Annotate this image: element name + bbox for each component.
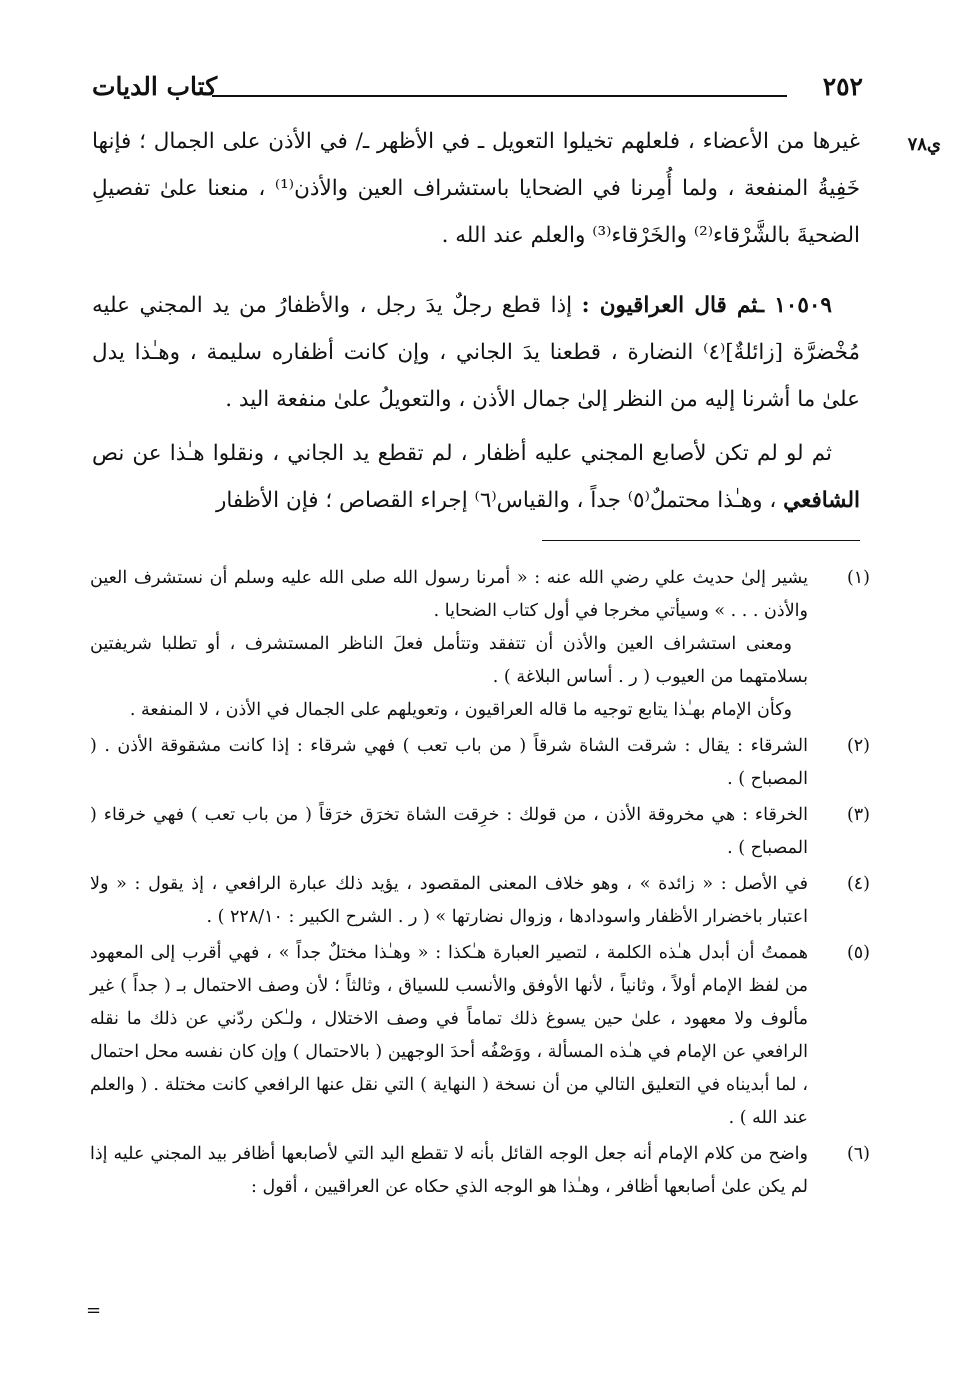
footnote xyxy=(90,1138,870,1204)
footnote-text: وكأن الإمام بهـٰذا يتابع توجيه ما قاله العراقيون ، وتعويلهم على الجمال في الأذن ، لا المنفعة . xyxy=(129,700,792,720)
footnote xyxy=(90,868,870,934)
scholar-name: الشافعي xyxy=(783,488,860,513)
page-number: ٢٥٢ xyxy=(822,72,863,101)
footnote-number: (٢) xyxy=(846,736,870,756)
paragraph-body: إذا قطع رجلٌ يدَ رجل ، والأظفارُ من يد المجني عليه مُخْضرَّة [زائلةٌ]⁽٤⁾ النضارة ، قطعنا يدَ الجاني ، وإن كانت أظفاره سليمة ، وهـٰذا يدل علىٰ ما أشرنا إليه من النظر إلىٰ جمال الأذن ، والتعويلُ علىٰ منفعة اليد . xyxy=(92,293,861,412)
main-text-paragraph-3 xyxy=(92,430,860,524)
paragraph-text xyxy=(92,282,860,423)
footnote-number: (٥) xyxy=(846,943,870,963)
footnote-number: (٣) xyxy=(846,805,870,825)
manuscript-margin-reference: ي٧٨ xyxy=(907,134,941,155)
footnote-text: في الأصل : « زائدة » ، وهو خلاف المعنى المقصود ، يؤيد ذلك عبارة الرافعي ، إذ يقول : « ولا اعتبار باخضرار الأظفار واسودادها ، وزوال نضارتها » ( ر . الشرح الكبير : ٢٢٨/١٠ ) . xyxy=(90,874,808,927)
footnote-number: (١) xyxy=(846,568,870,588)
paragraph-text: غيرها من الأعضاء ، فلعلهم تخيلوا التعويل ـ في الأظهر ـ/ في الأذن على الجمال ؛ فإنها خَفِيةُ المنفعة ، ولما أُمِرنا في الضحايا باستشراف العين والأذن⁽¹⁾ ، منعنا علىٰ تفصيلِ الضحيةَ بالشَّرْقاء⁽²⁾ والخَرْقاء⁽³⁾ والعلم عند الله . xyxy=(92,129,860,248)
footnote-number: (٦) xyxy=(846,1144,870,1164)
footnote-text: هممتُ أن أبدل هـٰذه الكلمة ، لتصير العبارة هـٰكذا : « وهـٰذا مختلٌ جداً » ، فهي أقرب إلى المعهود من لفظ الإمام أولاً ، وثانياً ، لأنها الأوفق والأنسب للسياق ، وثالثاً ؛ لأن وصف الاحتمال بـ ( جداً ) غير مألوف ولا معهود ، علىٰ حين يسوغ ذلك تماماً في وصف الاختلال ، ولـٰكن ردّني عن ذلك ما نقله الرافعي عن الإمام في هـٰذه المسألة ، ووَصْفُه أحدَ الوجهين ( بالاحتمال ) وإن كان نفسه محل احتمال ، لما أبديناه في التعليق التالي من أن نسخة ( النهاية ) التي نقل عنها الرافعي كانت مختلة . ( والعلم عند الله ) . xyxy=(90,943,808,1128)
footnote xyxy=(90,799,870,865)
footnote-text: واضح من كلام الإمام أنه جعل الوجه القائل بأنه لا تقطع اليد التي لأصابعها أظافر بيد المجني عليه إذا لم يكن علىٰ أصابعها أظافر ، وهـٰذا هو الوجه الذي حكاه عن العراقيين ، أقول : xyxy=(90,1144,808,1197)
footnote-text: الخرقاء : هي مخروقة الأذن ، من قولك : خرِقت الشاة تخرَق خرَقاً ( من باب تعب ) فهي خرقاء ( المصباح ) . xyxy=(90,805,808,858)
footnote-number: (٤) xyxy=(846,874,870,894)
paragraph-body: ، وهـٰذا محتملٌ⁽٥⁾ جداً ، والقياس⁽٦⁾ إجراء القصاص ؛ فإن الأظفار xyxy=(215,488,784,513)
footnote-text: يشير إلىٰ حديث علي رضي الله عنه : « أمرنا رسول الله صلى الله عليه وسلم أن نستشرف العين والأذن . . . » وسيأتي مخرجا في أول كتاب الضحايا . xyxy=(90,568,808,621)
continuation-mark: = xyxy=(86,1300,102,1321)
paragraph-lead: ثم قال العراقيون : xyxy=(581,293,758,318)
footnote-separator xyxy=(542,540,860,541)
book-title: كتاب الديات xyxy=(92,72,218,101)
footnote xyxy=(90,562,870,727)
footnote xyxy=(90,937,870,1135)
footnotes xyxy=(90,562,870,1207)
footnote-text: ومعنى استشراف العين والأذن أن تتفقد وتتأمل فعلَ الناظر المستشرف ، أو تطلبا شريفتين بسلامتهما من العيوب ( ر . أساس البلاغة ) . xyxy=(90,634,808,687)
paragraph-body: ثم لو لم تكن لأصابع المجني عليه أظفار ، لم تقطع يد الجاني ، ونقلوا هـٰذا عن نص xyxy=(92,441,832,466)
footnote xyxy=(90,730,870,796)
footnote-text: الشرقاء : يقال : شرقت الشاة شرقاً ( من باب تعب ) فهي شرقاء : إذا كانت مشقوقة الأذن . ( المصباح ) . xyxy=(90,736,808,789)
paragraph-text xyxy=(92,430,860,524)
main-text-paragraph-1 xyxy=(92,118,860,259)
header-rule xyxy=(212,95,787,97)
issue-number: ١٠٥٠٩ ـ xyxy=(757,293,832,318)
main-text-paragraph-2 xyxy=(92,282,860,423)
